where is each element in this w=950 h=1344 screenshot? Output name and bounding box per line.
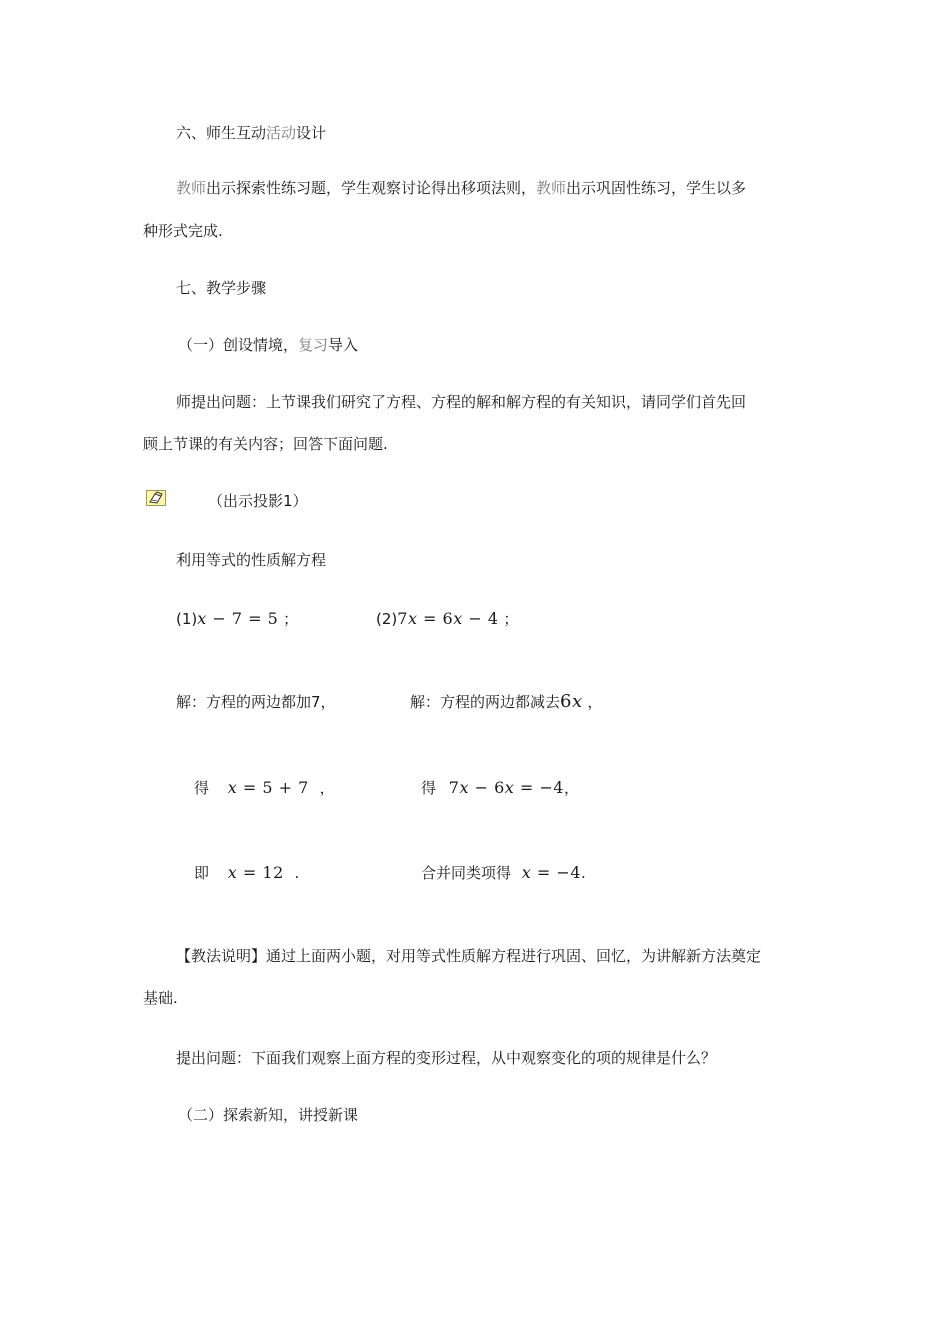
subsection-heading-1: （一）创设情境，复习导入 bbox=[178, 336, 359, 354]
question-statement: 提出问题：下面我们观察上面方程的变形过程，从中观察变化的项的规律是什么？ bbox=[176, 1049, 717, 1067]
solution-1-intro: 解：方程的两边都加7， bbox=[176, 693, 336, 711]
teaching-note-line1: 【教法说明】通过上面两小题，对用等式性质解方程进行巩固、回忆，为讲解新方法奠定 bbox=[176, 947, 762, 965]
solution-1-step-1: 得 x = 5 + 7 ， bbox=[194, 778, 335, 797]
paragraph-activity-line2: 种形式完成. bbox=[143, 222, 223, 240]
teaching-note-line2: 基础. bbox=[143, 989, 178, 1007]
paragraph-question-line2: 顾上节课的有关内容；回答下面问题. bbox=[143, 435, 388, 453]
problem-1: (1)x − 7 = 5 ； bbox=[176, 609, 299, 628]
solution-2-step-2: 合并同类项得 x = −4. bbox=[421, 863, 586, 882]
solution-2-step-1: 得 7x − 6x = −4， bbox=[421, 778, 579, 797]
projection-label: （出示投影1） bbox=[208, 492, 308, 510]
section-heading-7: 七、教学步骤 bbox=[176, 279, 267, 297]
paragraph-question-line1: 师提出问题：上节课我们研究了方程、方程的解和解方程的有关知识，请同学们首先回 bbox=[176, 393, 747, 411]
solution-1-step-2: 即 x = 12 . bbox=[194, 863, 300, 882]
section-heading-6: 六、师生互动活动设计 bbox=[176, 124, 327, 142]
problem-2: (2)7x = 6x − 4 ； bbox=[376, 609, 519, 628]
subsection-heading-2: （二）探索新知，讲授新课 bbox=[178, 1106, 359, 1124]
paragraph-activity-line1: 教师出示探索性练习题，学生观察讨论得出移项法则，教师出示巩固性练习，学生以多 bbox=[176, 179, 747, 197]
solution-2-intro: 解：方程的两边都减去6x ， bbox=[410, 691, 603, 712]
task-statement: 利用等式的性质解方程 bbox=[176, 551, 327, 569]
projector-icon bbox=[146, 490, 166, 506]
